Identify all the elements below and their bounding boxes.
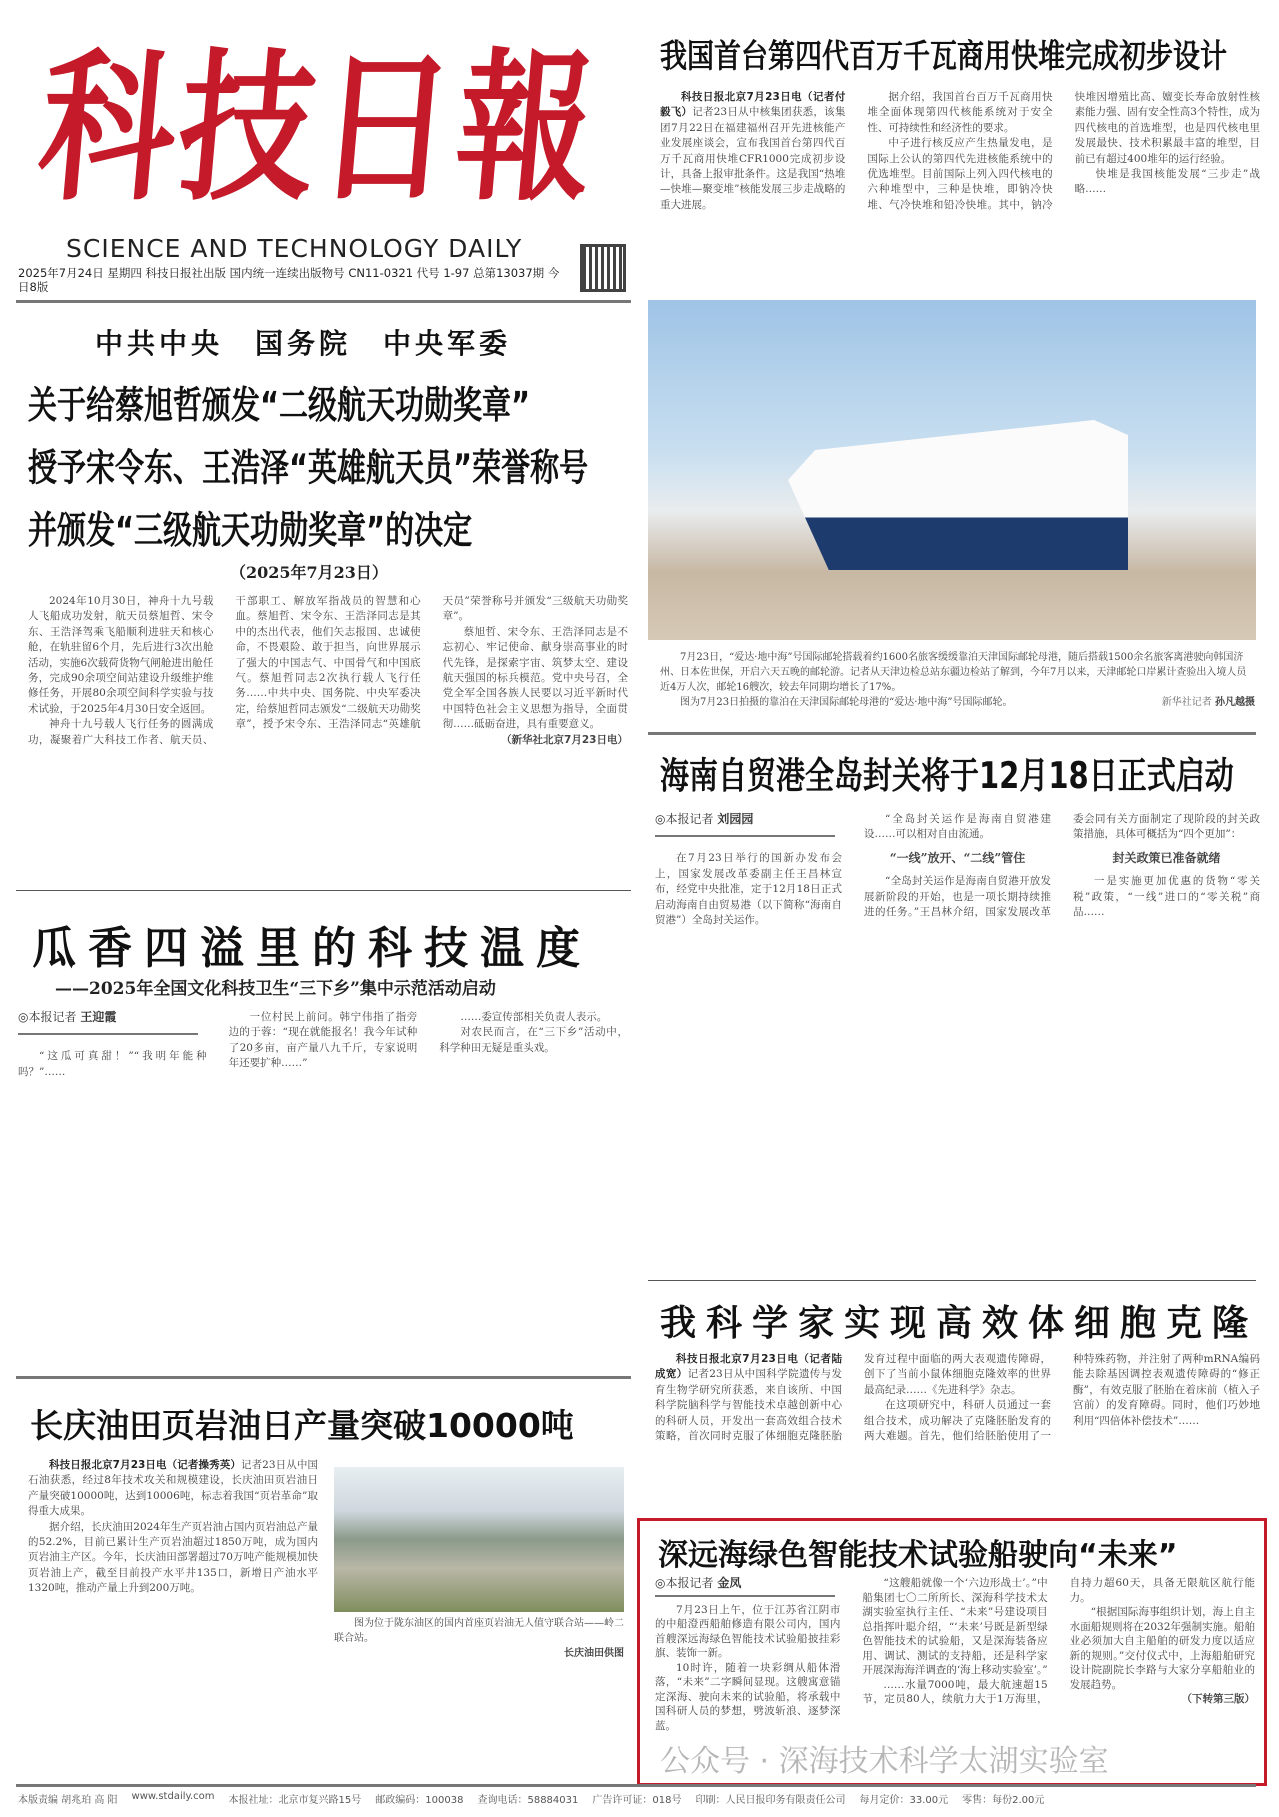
- masthead-logo: 科技日報: [32, 32, 605, 223]
- article-award: 2024年10月30日，神舟十九号载人飞船成功发射，航天员蔡旭哲、宋令东、王浩泽驾乘飞船顺利进驻天和核心舱，在轨驻留6个月，先后进行3次出舱活动，实施6次载荷货物气闸舱进出舱任务，完成90余项空间站建设升级维护维修任务，开展80余项空间科学实验与技术试验，于2025年4月30日安全返回。 神舟十九号载人飞行任务的圆满成功，凝聚着广大科技工作者、航天员、干部职工、解放军指战员的智慧和心血。蔡旭哲、宋令东、王浩泽同志是其中的杰出代表，他们矢志报国、忠诚使命，不畏艰险、敢于担当，向世界展示了强大的中国志气、中国骨气和中国底气。蔡旭哲同志2次执行载人飞行任务……中共中央、国务院、中央军委决定，给蔡旭哲同志颁发“二级航天功勋奖章”，授予宋令东、王浩泽同志“英雄航天员”荣誉称号并颁发“三级航天功勋奖章”。 蔡旭哲、宋令东、王浩泽同志是不忘初心、牢记使命、献身崇高事业的时代先锋，是探索宇宙、筑梦太空、建设航天强国的标兵模范。党中央号召，全党全军全国各族人民要以习近平新时代中国特色社会主义思想为指导，全面贯彻……砥砺奋进，具有重要意义。 （新华社北京7月23日电）: [28, 595, 628, 746]
- article-nuclear: 科技日报北京7月23日电（记者付毅飞）记者23日从中核集团获悉，该集团7月22日在福建福州召开先进核能产业发展座谈会，宣布我国首台第四代百万千瓦商用快堆CFR1000完成初步设计，具备上报审批条件。这是我国“热堆—快堆—聚变堆”核能发展三步走战略的重大进展。 据介绍，我国首台百万千瓦商用快堆全面体现第四代核能系统对于安全性、可持续性和经济性的要求。 中子进行核反应产生热量发电，是国际上公认的第四代先进核能系统中的优选堆型。目前国际上列入四代核电的六种堆型中，三种是快堆，即钠冷快堆、气冷快堆和铅冷快堆。其中，钠冷快堆因增殖比高、嬗变长寿命放射性核素能力强、固有安全性高3个特性，成为四代核电的首选堆型，也是四代核电里发展最快、技术积累最丰富的堆型，目前已有超过400堆年的运行经验。 快堆是我国核能发展“三步走”战略……: [660, 91, 1260, 211]
- headline-vessel: 深远海绿色智能技术试验船驶向“未来”: [658, 1538, 1178, 1573]
- oil-photo-caption: 图为位于陇东油区的国内首座页岩油无人值守联合站——岭二联合站。 长庆油田供图: [334, 1618, 624, 1659]
- website-link[interactable]: www.stdaily.com: [131, 1791, 215, 1802]
- byline: ◎本报记者 刘园园: [655, 812, 835, 837]
- article-vessel: ◎本报记者 金凤 7月23日上午，位于江苏省江阴市的中船澄西船舶修造有限公司内，国内首艘深远海绿色智能技术试验船披挂彩旗、装饰一新。 10时许，随着一块彩绸从船体滑落，“未来”二字瞬间显现。这艘寓意锚定深海、驶向未来的试验船，将承载中国科研人员的梦想，劈波斩浪、逐梦深蓝。 “这艘船就像一个‘六边形战士’。”中船集团七〇二所所长、深海科学技术太湖实验室执行主任、“未来”号建设项目总指挥叶聪介绍，“‘未来’号既是新型绿色智能技术的试验船，又是深海装备应用、调试、测试的支持船，还是科学家开展深海海洋调查的‘海上移动实验室’。” ……水量7000吨，最大航速超15节，定员80人，续航力大于1万海里，自持力超60天，具备无限航区航行能力。 “根据国际海事组织计划，海上自主水面船规则将在2032年强制实施。船舶业必须加大自主船舶的研发力度以适应新的规则。”交付仪式中，上海船舶研究设计院副院长李路与大家分享船舶业的发展趋势。 （下转第三版）: [655, 1576, 1255, 1732]
- footer: 本版责编 胡兆珀 高 阳 www.stdaily.com 本报社址：北京市复兴路15号 邮政编码：100038 查询电话：58884031 广告许可证：018号 印刷：人民日报印务有限责任公司 每月定价：33.00元 零售：每份2.00元: [18, 1791, 1045, 1806]
- byline: ◎本报记者 王迎霞: [18, 1010, 198, 1035]
- divider: [16, 1784, 1256, 1787]
- headline-cells: 我科学家实现高效体细胞克隆: [660, 1303, 1259, 1344]
- headline-nuclear: 我国首台第四代百万千瓦商用快堆完成初步设计: [660, 38, 1227, 76]
- divider: [16, 300, 631, 303]
- article-melon: ◎本报记者 王迎霞 “这瓜可真甜！”“我明年能种吗？”…… 一位村民上前问。韩宁伟指了指旁边的于蓉：“现在就能报名！我今年试种了20多亩，亩产量八九千斤，专家说明年还要扩种……” ……委宣传部相关负责人表示。 对农民而言，在“三下乡”活动中，科学种田无疑是重头戏。: [18, 1010, 628, 1078]
- article-oil: 科技日报北京7月23日电（记者操秀英）记者23日从中国石油获悉，经过8年技术攻关和规模建设，长庆油田页岩油日产量突破10000吨，达到10006吨，标志着我国“页岩革命”取得重大成果。 据介绍，长庆油田2024年生产页岩油占国内页岩油总产量的52.2%，目前已累计生产页岩油超过1850万吨，成为国内页岩油主产区。今年，长庆油田部署超过70万吨产能规模加快页岩油上产，截至目前投产水平井135口，新增日产油水平1320吨，推动产量上升到200万吨。: [28, 1459, 318, 1595]
- dateline: 科技日报北京7月23日电（记者付毅飞）: [660, 91, 846, 119]
- issue-info: 2025年7月24日 星期四 科技日报社出版 国内统一连续出版物号 CN11-0321 代号 1-97 总第13037期 今日8版: [18, 266, 560, 294]
- headline-melon: 瓜香四溢里的科技温度: [32, 923, 592, 974]
- divider: [16, 1376, 631, 1379]
- subhead: “一线”放开、“二线”管住: [889, 850, 1026, 865]
- subhead: 封关政策已准备就绪: [1112, 850, 1221, 865]
- masthead-english: SCIENCE AND TECHNOLOGY DAILY: [66, 234, 523, 263]
- photo-caption: 7月23日，“爱达·地中海”号国际邮轮搭载着约1600名旅客缓缓靠泊天津国际邮轮母港，随后搭载1500余名旅客离港驶向韩国济州、日本佐世保，开启六天五晚的邮轮游。记者从天津边检总站东疆边检站了解到，今年7月以来，天津邮轮口岸累计查验出入境人员近4万人次，邮轮16艘次，较去年同期均增长了17%。 图为7月23日拍摄的靠泊在天津国际邮轮母港的“爱达·地中海”号国际邮轮。 新华社记者 孙凡越摄: [660, 652, 1255, 708]
- byline: ◎本报记者 金凤: [655, 1576, 835, 1597]
- qr-code: [580, 244, 626, 292]
- continued-note: （下转第三版）: [1181, 1693, 1255, 1705]
- headline-hainan: 海南自贸港全岛封关将于12月18日正式启动: [660, 754, 1234, 797]
- award-kicker: 中共中央 国务院 中央军委: [95, 327, 512, 360]
- article-cells: 科技日报北京7月23日电（记者陆成宽）记者23日从中国科学院遗传与发育生物学研究所获悉，来自该所、中国科学院脑科学与智能技术卓越创新中心的科研人员，开发出一套高效组合技术策略，首次同时克服了体细胞克隆胚胎发育过程中面临的两大表观遗传障碍，创下了当前小鼠体细胞克隆效率的世界最高纪录……《先进科学》杂志。 在这项研究中，科研人员通过一套组合技术，成功解决了克隆胚胎发育的两大难题。首先，他们给胚胎使用了一种特殊药物，并注射了两种mRNA编码能去除基因调控表观遗传障碍的“修正酶”，有效克服了胚胎在着床前（植入子宫前）的发育障碍。同时，他们巧妙地利用“四倍体补偿技术”……: [655, 1353, 1260, 1443]
- subheadline-melon: ——2025年全国文化科技卫生“三下乡”集中示范活动启动: [55, 979, 496, 999]
- cruise-ship-photo: [648, 300, 1256, 640]
- award-headline: 关于给蔡旭哲颁发“二级航天功勋奖章” 授予宋令东、王浩泽“英雄航天员”荣誉称号 并颁发“三级航天功勋奖章”的决定: [28, 383, 589, 553]
- watermark: 公众号 · 深海技术科学太湖实验室: [660, 1744, 1109, 1779]
- divider: [16, 890, 631, 891]
- award-date: （2025年7月23日）: [230, 563, 388, 582]
- ship-hull: [788, 420, 1128, 570]
- oilfield-photo: [334, 1467, 624, 1612]
- divider: [648, 1280, 1256, 1281]
- headline-oil: 长庆油田页岩油日产量突破10000吨: [30, 1406, 574, 1445]
- divider: [648, 732, 1256, 735]
- article-hainan: ◎本报记者 刘园园 在7月23日举行的国新办发布会上，国家发展改革委副主任王昌林宣布，经党中央批准，定于12月18日正式启动海南自由贸易港（以下简称“海南自贸港”）全岛封关运作。 “全岛封关运作是海南自贸港建设……可以相对自由流通。 “一线”放开、“二线”管住 “全岛封关运作是海南自贸港开放发展新阶段的开始，也是一项长期持续推进的任务。”王昌林介绍，国家发展改革委会同有关方面制定了现阶段的封关政策措施，具体可概括为“四个更加”： 封关政策已准备就绪 一是实施更加优惠的货物“零关税”政策，“一线”进口的“零关税”商品……: [655, 812, 1260, 927]
